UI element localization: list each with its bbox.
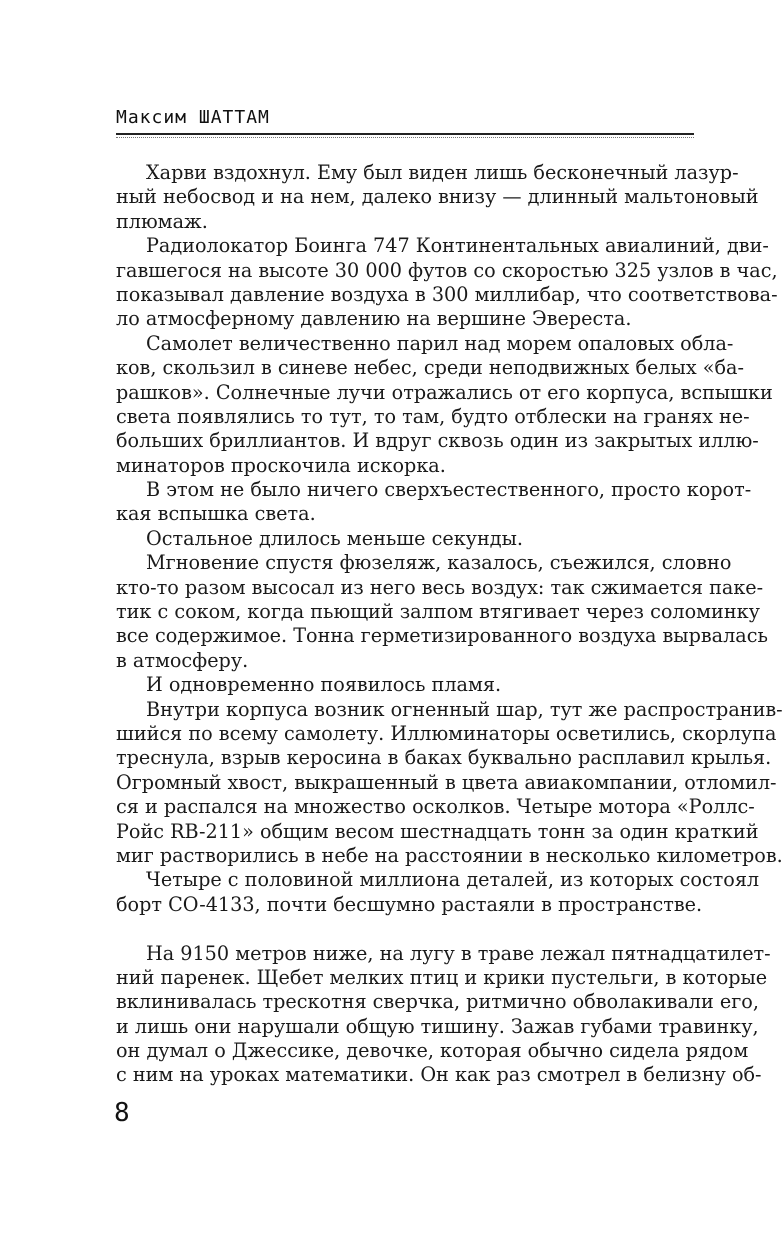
text-line: миг растворились в небе на расстоянии в несколько километров. bbox=[116, 843, 783, 867]
text-line: борт CO-4133, почти бесшумно растаяли в пространстве. bbox=[116, 892, 703, 916]
text-line: кая вспышка света. bbox=[116, 502, 316, 526]
text-line: Самолет величественно парил над морем опаловых обла- bbox=[146, 331, 734, 355]
text-line: плюмаж. bbox=[116, 209, 208, 233]
text-line: Радиолокатор Боинга 747 Континентальных авиалиний, дви- bbox=[146, 234, 769, 258]
page-number: 8 bbox=[114, 1098, 130, 1128]
text-line: больших бриллиантов. И вдруг сквозь один из закрытых иллю- bbox=[116, 429, 759, 453]
text-line: В этом не было ничего сверхъестественного, просто корот- bbox=[146, 478, 752, 502]
text-line: света появлялись то тут, то там, будто отблески на гранях не- bbox=[116, 404, 750, 428]
text-line: тик с соком, когда пьющий залпом втягивает через соломинку bbox=[116, 600, 760, 624]
text-line: рашков». Солнечные лучи отражались от его корпуса, вспышки bbox=[116, 380, 773, 404]
text-line: в атмосферу. bbox=[116, 648, 249, 672]
text-line: вклинивалась трескотня сверчка, ритмично обволакивали его, bbox=[116, 990, 759, 1014]
text-line: с ним на уроках математики. Он как раз смотрел в белизну об- bbox=[116, 1063, 762, 1087]
text-line: минаторов проскочила искорка. bbox=[116, 453, 446, 477]
text-line: ный небосвод и на нем, далеко внизу — длинный мальтоновый bbox=[116, 185, 759, 209]
text-line: он думал о Джессике, девочке, которая обычно сидела рядом bbox=[116, 1039, 749, 1063]
text-line: треснула, взрыв керосина в баках буквально расплавил крылья. bbox=[116, 746, 772, 770]
text-line: шийся по всему самолету. Иллюминаторы осветились, скорлупа bbox=[116, 721, 777, 745]
text-line: ся и распался на множество осколков. Четыре мотора «Роллс- bbox=[116, 795, 755, 819]
text-line: гавшегося на высоте 30 000 футов со скоростью 325 узлов в час, bbox=[116, 258, 778, 282]
text-line: все содержимое. Тонна герметизированного воздуха вырвалась bbox=[116, 624, 768, 648]
text-line: Мгновение спустя фюзеляж, казалось, съежился, словно bbox=[146, 551, 732, 575]
text-line: Внутри корпуса возник огненный шар, тут же распространив- bbox=[146, 697, 783, 721]
text-line: Остальное длилось меньше секунды. bbox=[146, 526, 523, 550]
text-line: И одновременно появилось пламя. bbox=[146, 673, 502, 697]
text-line: кто-то разом высосал из него весь воздух: так сжимается паке- bbox=[116, 575, 764, 599]
body-text bbox=[116, 161, 783, 1088]
header-rule-dotted bbox=[116, 137, 694, 138]
text-line: Ройс RB-211» общим весом шестнадцать тонн за один краткий bbox=[116, 819, 759, 843]
text-line: ков, скользил в синеве небес, среди неподвижных белых «ба- bbox=[116, 356, 744, 380]
header-rule bbox=[116, 133, 694, 135]
text-line: Харви вздохнул. Ему был виден лишь бесконечный лазур- bbox=[146, 161, 739, 184]
section-break bbox=[116, 917, 694, 941]
text-line: На 9150 метров ниже, на лугу в траве лежал пятнадцатилет- bbox=[146, 941, 771, 965]
text-line: и лишь они нарушали общую тишину. Зажав губами травинку, bbox=[116, 1014, 759, 1038]
text-line: Огромный хвост, выкрашенный в цвета авиакомпании, отломил- bbox=[116, 770, 777, 794]
text-line: показывал давление воздуха в 300 миллибар, что соответствова- bbox=[116, 282, 778, 306]
text-line: ло атмосферному давлению на вершине Эвереста. bbox=[116, 307, 632, 331]
running-header-author: Максим ШАТТАМ bbox=[116, 107, 270, 128]
text-line: Четыре с половиной миллиона деталей, из которых состоял bbox=[146, 868, 760, 892]
text-line: ний паренек. Щебет мелких птиц и крики пустельги, в которые bbox=[116, 965, 768, 989]
